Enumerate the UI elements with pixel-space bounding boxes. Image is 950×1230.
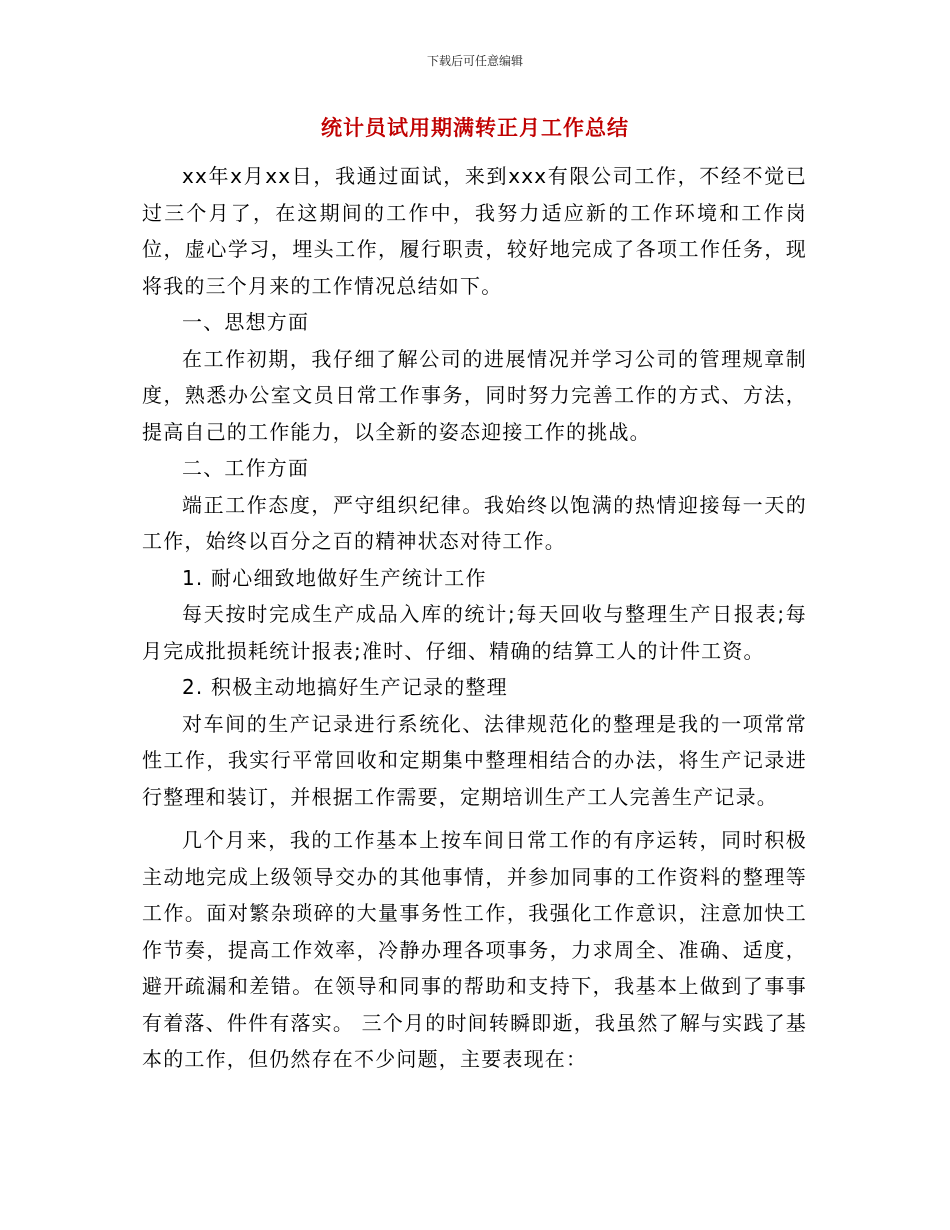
section-heading-thought: 一、思想方面 (182, 310, 310, 334)
paragraph-thought: 在工作初期，我仔细了解公司的进展情况并学习公司的管理规章制度，熟悉办公室文员日常工作事务，同时努力完善工作的方式、方法，提高自己的工作能力，以全新的姿态迎接工作的挑战。 (142, 346, 807, 444)
subheading-statistics: 1. 耐心细致地做好生产统计工作 (182, 565, 487, 590)
paragraph-summary: 几个月来，我的工作基本上按车间日常工作的有序运转，同时积极主动地完成上级领导交办的其他事情，并参加同事的工作资料的整理等工作。面对繁杂琐碎的大量事务性工作，我强化工作意识，注意加快工作节奏，提高工作效率，冷静办理各项事务，力求周全、准确、适度，避开疏漏和差错。在领导和同事的帮助和支持下，我基本上做到了事事有着落、件件有落实。 三个月的时间转瞬即逝，我虽然了解与实践了基本的工作，但仍然存在不少问题，主要表现在： (142, 828, 807, 1071)
paragraph-records: 对车间的生产记录进行系统化、法律规范化的整理是我的一项常常性工作，我实行平常回收和定期集中整理相结合的办法，将生产记录进行整理和装订，并根据工作需要，定期培训生产工人完善生产记录。 (142, 711, 807, 809)
document-title: 统计员试用期满转正月工作总结 (321, 116, 629, 140)
paragraph-statistics: 每天按时完成生产成品入库的统计;每天回收与整理生产日报表;每月完成批损耗统计报表;准时、仔细、精确的结算工人的计件工资。 (142, 602, 807, 663)
header-note: 下载后可任意编辑 (426, 54, 523, 68)
paragraph-intro: xx年x月xx日，我通过面试，来到xxx有限公司工作，不经不觉已过三个月了，在这期间的工作中，我努力适应新的工作环境和工作岗位，虚心学习，埋头工作，履行职责，较好地完成了各项工作任务，现将我的三个月来的工作情况总结如下。 (142, 164, 807, 298)
document-body (142, 158, 807, 1078)
paragraph-work-attitude: 端正工作态度，严守组织纪律。我始终以饱满的热情迎接每一天的工作，始终以百分之百的精神状态对待工作。 (142, 492, 807, 553)
section-heading-work: 二、工作方面 (182, 456, 310, 480)
subheading-records: 2. 积极主动地搞好生产记录的整理 (182, 675, 508, 699)
